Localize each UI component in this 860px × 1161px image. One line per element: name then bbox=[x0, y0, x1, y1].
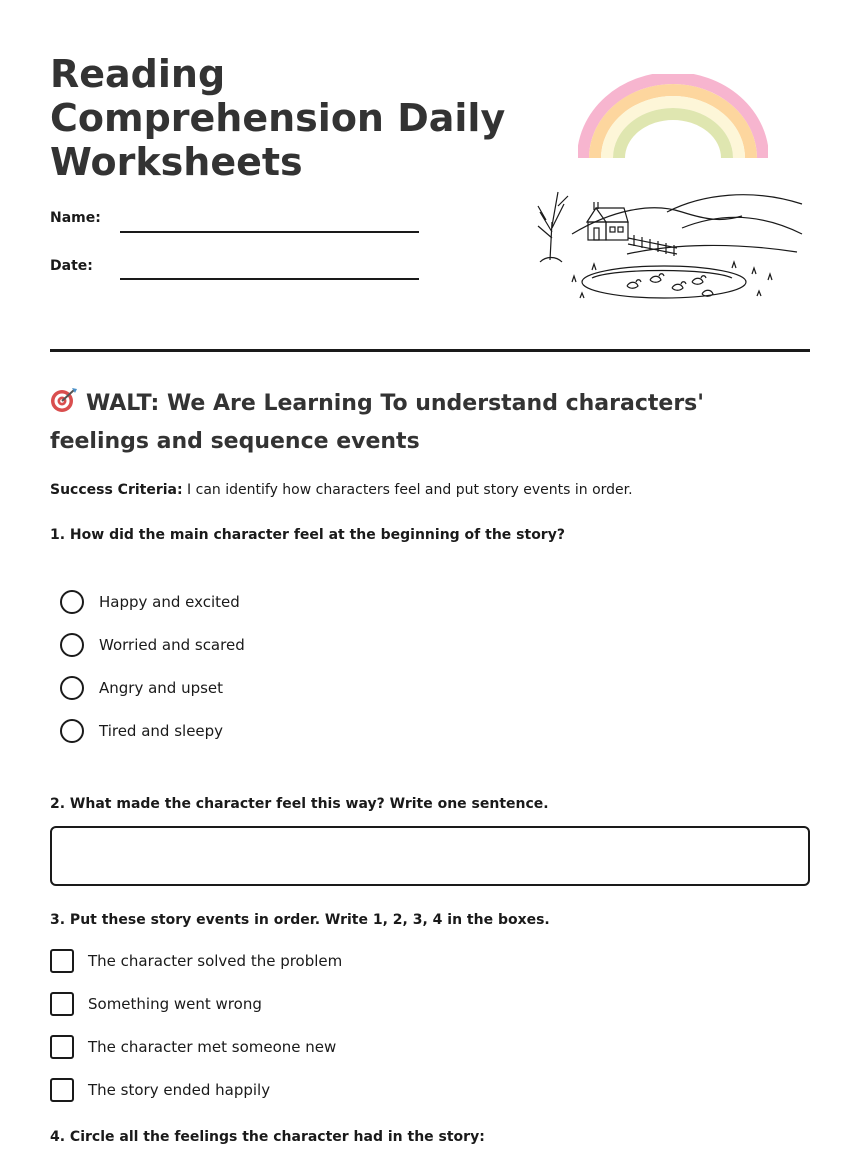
option-label: Worried and scared bbox=[99, 636, 245, 654]
option-label: Tired and sleepy bbox=[99, 722, 224, 740]
radio-button[interactable] bbox=[60, 633, 84, 657]
radio-button[interactable] bbox=[60, 719, 84, 743]
event-row[interactable] bbox=[50, 992, 262, 1016]
question-4: 4. Circle all the feelings the character had in the story: bbox=[50, 1129, 485, 1145]
criteria-text: I can identify how characters feel and put story events in order. bbox=[182, 482, 633, 498]
question-2: 2. What made the character feel this way? Write one sentence. bbox=[50, 796, 549, 812]
worksheet-page bbox=[50, 0, 810, 1161]
radio-button[interactable] bbox=[60, 590, 84, 614]
target-icon bbox=[50, 386, 78, 414]
order-box[interactable] bbox=[50, 1035, 74, 1059]
option-label: Angry and upset bbox=[99, 679, 224, 697]
name-label: Name: bbox=[50, 210, 101, 226]
option-row[interactable] bbox=[60, 633, 245, 657]
name-field[interactable] bbox=[120, 231, 419, 233]
event-label: The character solved the problem bbox=[88, 952, 343, 970]
event-label: The character met someone new bbox=[88, 1038, 337, 1056]
farm-pond-illustration bbox=[532, 182, 807, 307]
question-1: 1. How did the main character feel at the beginning of the story? bbox=[50, 527, 565, 543]
question-3: 3. Put these story events in order. Write 1, 2, 3, 4 in the boxes. bbox=[50, 912, 550, 928]
date-field[interactable] bbox=[120, 278, 419, 280]
option-row[interactable] bbox=[60, 719, 223, 743]
walt-heading bbox=[50, 385, 810, 461]
event-row[interactable] bbox=[50, 949, 342, 973]
event-label: The story ended happily bbox=[88, 1081, 271, 1099]
event-row[interactable] bbox=[50, 1035, 336, 1059]
criteria-label: Success Criteria: bbox=[50, 482, 183, 498]
event-label: Something went wrong bbox=[88, 995, 262, 1013]
event-row[interactable] bbox=[50, 1078, 270, 1102]
walt-text: WALT: We Are Learning To understand characters' feelings and sequence events bbox=[50, 391, 704, 454]
option-row[interactable] bbox=[60, 676, 223, 700]
order-box[interactable] bbox=[50, 1078, 74, 1102]
option-label: Happy and excited bbox=[99, 593, 240, 611]
success-criteria bbox=[50, 480, 633, 500]
order-box[interactable] bbox=[50, 949, 74, 973]
option-row[interactable] bbox=[60, 590, 240, 614]
date-label: Date: bbox=[50, 258, 93, 274]
rainbow-image bbox=[578, 74, 768, 160]
page-title: Reading Comprehension Daily Worksheets bbox=[50, 52, 506, 184]
answer-textbox[interactable] bbox=[50, 826, 810, 886]
order-box[interactable] bbox=[50, 992, 74, 1016]
section-divider bbox=[50, 349, 810, 352]
radio-button[interactable] bbox=[60, 676, 84, 700]
